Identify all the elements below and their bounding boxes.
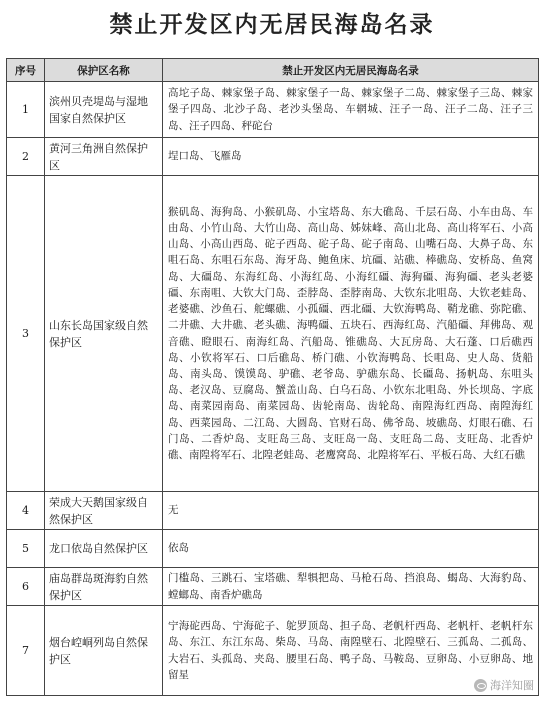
- row-islands: 埕口岛、飞雁岛: [163, 138, 539, 176]
- row-seq: 6: [7, 568, 45, 606]
- row-islands: 宁海砣西岛、宁海砣子、鸵罗顶岛、担子岛、老帆杆西岛、老帆杆、老帆杆东岛、东江、东江东岛、柴岛、马岛、南隍壁石、北隍壁石、三孤岛、二孤岛、大岩石、头孤岛、夹岛、腰里石岛、鸭子岛、马鞍岛、豆卵岛、小豆卵岛、地留星: [163, 606, 539, 696]
- watermark: [474, 677, 534, 693]
- table-header-row: [7, 59, 539, 82]
- table-row: [7, 568, 539, 606]
- row-area: 滨州贝壳堤岛与湿地国家自然保护区: [45, 82, 163, 138]
- header-seq: 序号: [7, 59, 45, 82]
- table-row: [7, 138, 539, 176]
- row-seq: 5: [7, 530, 45, 568]
- row-islands: 无: [163, 492, 539, 530]
- table-row: [7, 606, 539, 696]
- wechat-logo-icon: [474, 679, 487, 692]
- row-islands: 高坨子岛、棘家堡子岛、棘家堡子一岛、棘家堡子二岛、棘家堡子三岛、棘家堡子四岛、北沙子岛、老沙头堡岛、车辋城、汪子一岛、汪子二岛、汪子三岛、汪子四岛、秤砣台: [163, 82, 539, 138]
- row-seq: 1: [7, 82, 45, 138]
- row-area: 山东长岛国家级自然保护区: [45, 176, 163, 492]
- row-seq: 2: [7, 138, 45, 176]
- header-area: 保护区名称: [45, 59, 163, 82]
- table-row: [7, 176, 539, 492]
- row-islands: 猴矶岛、海狗岛、小猴矶岛、小宝塔岛、东大礁岛、千层石岛、小车由岛、车由岛、小竹山岛、大竹山岛、高山岛、姊妹峰、高山北岛、高山将军石、小高山岛、小高山西岛、砣子西岛、砣子岛、砣子南岛、山嘴石岛、大鼻子岛、东咀石岛、东咀石东岛、海牙岛、鲍鱼床、坑礓、站礁、棒礁岛、安桥岛、鱼窝岛、大礓岛、东海红岛、小海红岛、小海红礓、海狗礓、海狗礓、老头老婆礓、东南咀、大钦大门岛、歪脖岛、歪脖南岛、大钦东北咀岛、大钦老蛙岛、老婆礁、沙鱼石、舵螺礁、小孤礓、西北礓、大钦海鸭岛、鞘龙礁、弥陀礁、二井礁、大井礁、老头礁、海鸭礓、五块石、西海红岛、汽船礓、拜佛岛、观音礁、瞪眼石、南海红岛、汽船岛、锥礁岛、大瓦房岛、大石蓬、口后礁西岛、小钦将军石、口后礁岛、桥门礁、小钦海鸭岛、长咀岛、史人岛、货船岛、南头岛、馍馍岛、驴礁、老爷岛、驴礁东岛、长礓岛、扬帆岛、东咀头岛、老汉岛、豆腐岛、蟹盖山岛、白乌石岛、小钦东北咀岛、外长坝岛、字底岛、南菜园南岛、南菜园岛、齿轮南岛、齿轮岛、南隍海红西岛、南隍海红岛、西菜园岛、二江岛、大圆岛、官财石岛、佛爷岛、坡礁岛、灯眼石礁、石门岛、二香炉岛、支旺岛三岛、支旺岛一岛、支旺岛二岛、支旺岛、北香炉礁、南隍将军石、北隍老蛙岛、老鹰窝岛、北隍将军石、平板石岛、大红石礁: [163, 176, 539, 492]
- table-row: [7, 530, 539, 568]
- row-area: 黄河三角洲自然保护区: [45, 138, 163, 176]
- row-seq: 7: [7, 606, 45, 696]
- row-area: 龙口依岛自然保护区: [45, 530, 163, 568]
- row-islands: 依岛: [163, 530, 539, 568]
- island-list-table: [6, 58, 539, 696]
- row-area: 烟台崆峒列岛自然保护区: [45, 606, 163, 696]
- row-seq: 3: [7, 176, 45, 492]
- watermark-text: 海洋知圈: [490, 679, 534, 692]
- row-islands: 门槛岛、三跳石、宝塔礁、犁犋把岛、马枪石岛、挡浪岛、蝎岛、大海豹岛、螳螂岛、南香炉礁岛: [163, 568, 539, 606]
- row-seq: 4: [7, 492, 45, 530]
- row-area: 庙岛群岛斑海豹自然保护区: [45, 568, 163, 606]
- row-area: 荣成大天鹅国家级自然保护区: [45, 492, 163, 530]
- header-islands: 禁止开发区内无居民海岛名录: [163, 59, 539, 82]
- table-row: [7, 492, 539, 530]
- document-title: 禁止开发区内无居民海岛名录: [109, 11, 435, 38]
- table-row: [7, 82, 539, 138]
